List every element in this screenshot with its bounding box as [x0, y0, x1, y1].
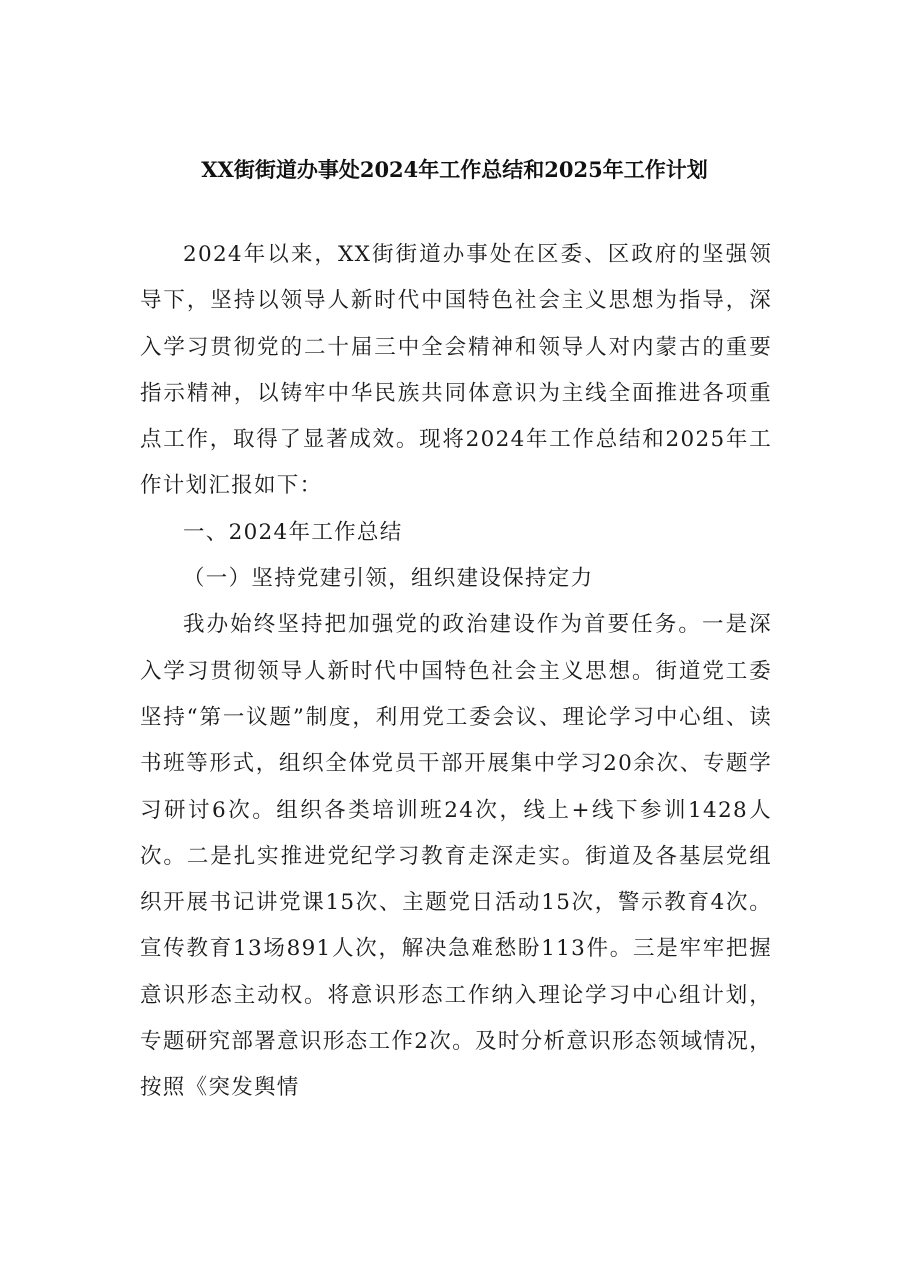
body-paragraph-1: 我办始终坚持把加强党的政治建设作为首要任务。一是深入学习贯彻领导人新时代中国特色社会主义思想。街道党工委坚持“第一议题”制度，利用党工委会议、理论学习中心组、读书班等形式，组织全体党员干部开展集中学习20余次、专题学习研讨6次。组织各类培训班24次，线上+线下参训1428人次。二是扎实推进党纪学习教育走深走实。街道及各基层党组织开展书记讲党课15次、主题党日活动15次，警示教育4次。宣传教育13场891人次，解决急难愁盼113件。三是牢牢把握意识形态主动权。将意识形态工作纳入理论学习中心组计划，专题研究部署意识形态工作2次。及时分析意识形态领域情况，按照《突发舆情 [140, 612, 772, 1101]
intro-paragraph: 2024年以来，XX街街道办事处在区委、区政府的坚强领导下，坚持以领导人新时代中国特色社会主义思想为指导，深入学习贯彻党的二十届三中全会精神和领导人对内蒙古的重要指示精神，以铸牢中华民族共同体意识为主线全面推进各项重点工作，取得了显著成效。现将2024年工作总结和2025年工作计划汇报如下： [140, 242, 772, 499]
subsection-heading-1: （一）坚持党建引领，组织建设保持定力 [183, 566, 594, 592]
document-title: XX街街道办事处2024年工作总结和2025年工作计划 [201, 157, 708, 182]
document-body [140, 232, 772, 1112]
section-heading-1: 一、2024年工作总结 [183, 519, 403, 545]
